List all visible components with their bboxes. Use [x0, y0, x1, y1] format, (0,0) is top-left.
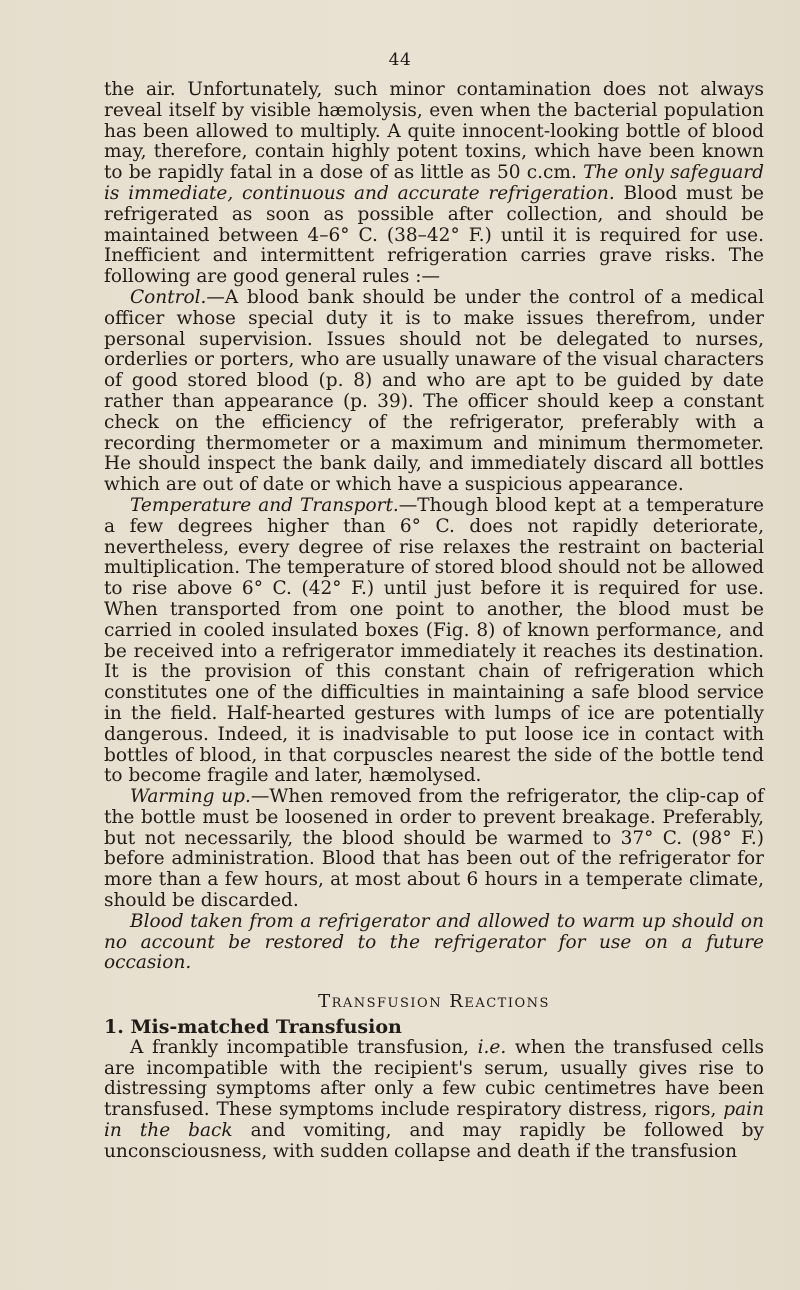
control-title: Control. [130, 286, 207, 308]
intro-rest: Blood must be refrigerated as soon as possible after collection, and should be maintained between 4–6° C. (38–42° F.) until it is required for use. Inefficient and intermittent refrigeration carries grave risks. The following are good general rules :— [104, 182, 764, 288]
paragraph-warming [104, 787, 764, 912]
intro-text: the air. Unfortunately, such minor contamination does not always reveal itself by visible hæmolysis, even when the bacterial population has been allowed to multiply. A quite innocent-looking bottle of blood may, therefore, contain highly potent toxins, which have been known to be rapidly fatal in a dose of as little as 50 c.cm. [104, 79, 764, 184]
control-text: —A blood bank should be under the control of a medical officer whose special duty it is to make issues therefrom, under personal supervision. Issues should not be delegated to nurses, orderlies or porters, who are usually unaware of the visual characters of good stored blood (p. 8) and who are apt to be guided by date rather than appearance (p. 39). The officer should keep a constant check on the efficiency of the refrigerator, preferably with a recording thermometer or a maximum and minimum thermometer. He should inspect the bank daily, and immediately discard all bottles which are out of date or which have a suspicious appearance. [104, 286, 764, 496]
warming-text: —When removed from the refrigerator, the clip-cap of the bottle must be loosened in order to prevent breakage. Preferably, but not necessarily, the blood should be warmed to 37° C. (98° F.) before administration. Blood that has been out of the refrigerator for more than a few hours, at most about 6 hours in a temperate climate, should be discarded. [104, 786, 764, 912]
mismatched-ie: i.e. [477, 1036, 507, 1058]
paragraph-warning [104, 912, 764, 974]
paragraph-control [104, 288, 764, 496]
mismatched-mid: when the transfused cells are incompatible with the recipient's serum, usually gives rise to distressing symptoms after only a few cubic centimetres have been transfused. These symptoms include respiratory distress, rigors, [104, 1036, 764, 1121]
temperature-title: Temperature and Transport. [130, 494, 399, 516]
paragraph-mismatched [104, 1038, 764, 1163]
mismatched-start: A frankly incompatible transfusion, [130, 1036, 470, 1058]
warning-text: Blood taken from a refrigerator and allowed to warm up should on no account be restored to the refrigerator for use on a future occasion. [104, 910, 764, 974]
mismatched-italic: pain in the back [104, 1099, 764, 1142]
intro-italic: The only safeguard is immediate, continuous and accurate refrigeration. [104, 162, 764, 204]
mismatched-end: and vomiting, and may rapidly be followed by unconsciousness, with sudden collapse and death if the transfusion [104, 1120, 764, 1162]
page-body [104, 80, 764, 1163]
temperature-text: —Though blood kept at a temperature a few degrees higher than 6° C. does not rapidly deteriorate, nevertheless, every degree of rise relaxes the restraint on bacterial multiplication. The temperature of stored blood should not be allowed to rise above 6° C. (42° F.) until just before it is required for use. When transported from one point to another, the blood must be carried in cooled insulated boxes (Fig. 8) of known performance, and be received into a refrigerator immediately it reaches its destination. It is the provision of this constant chain of refrigeration which constitutes one of the difficulties in maintaining a safe blood service in the field. Half-hearted gestures with lumps of ice are potentially dangerous. Indeed, it is inadvisable to put loose ice in contact with bottles of blood, in that corpuscles nearest the side of the bottle tend to become fragile and later, hæmolysed. [104, 494, 764, 787]
paragraph-temperature [104, 496, 764, 787]
page-number: 44 [388, 50, 412, 70]
paragraph-intro [104, 80, 764, 288]
subheading-mismatched: 1. Mis-matched Transfusion [104, 1016, 402, 1039]
section-heading: Transfusion Reactions [318, 991, 550, 1013]
warming-title: Warming up. [130, 786, 251, 808]
